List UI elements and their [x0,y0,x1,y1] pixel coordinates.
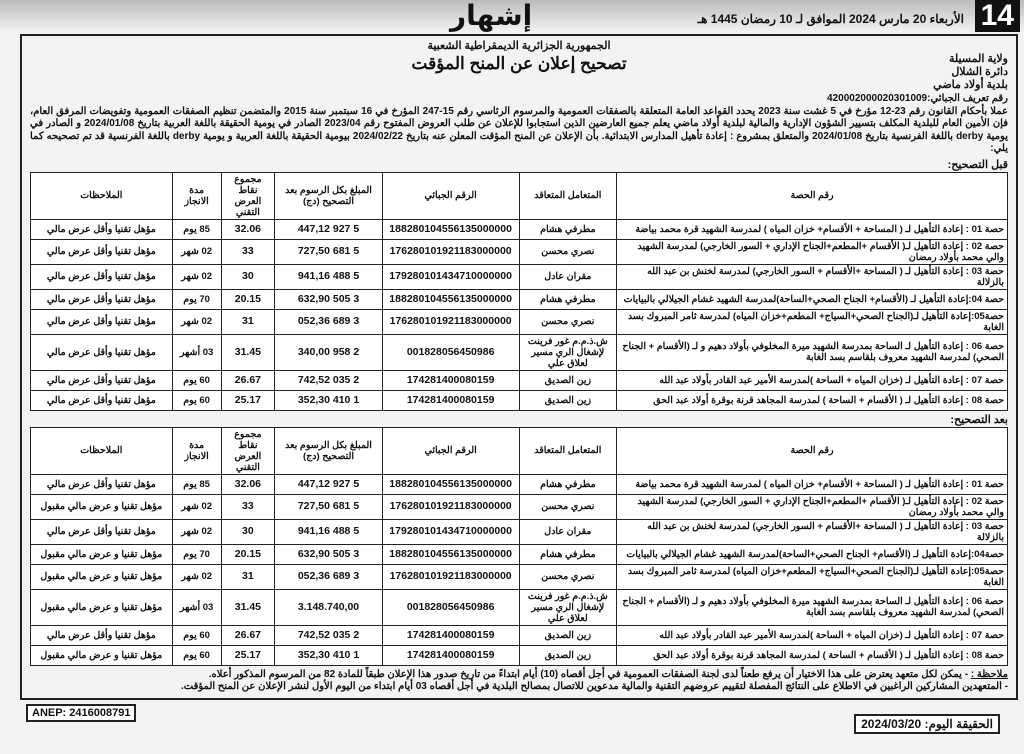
masthead: إشهار [450,0,533,32]
points-cell: 33 [221,239,275,264]
amount-cell: 2 958 340,00 [275,334,382,370]
note-line-1: - يمكن لكل متعهد يعترض على هذا الاختيار أن يرفع طعناً لدى لجنة الصفقات العمومية في أجل أقصاه (10) أيام ابتداءً من تاريخ صدور هذا الإعلان طبقاً للمادة 82 من المرسوم المذكور أعلاه. [208,668,969,680]
column-header: المتعامل المتعاقد [519,172,617,219]
tax-id-cell: 188280104556135000000 [382,219,519,239]
daira: دائرة الشلال [951,66,1008,78]
remarks-cell: مؤهل تقنيا وأقل عرض مالي [31,239,173,264]
points-cell: 31 [221,564,275,589]
note [30,669,1008,694]
points-cell: 33 [221,494,275,519]
duration-cell: 85 يوم [172,219,221,239]
lot-cell: حصة 01 : إعادة التأهيل لـ ( المساحة + الأقسام+ خزان المياه ) لمدرسة الشهيد قرة محمد بياضة [617,219,1008,239]
heading-row [30,53,1008,92]
points-cell: 32.06 [221,219,275,239]
lot-cell: حصة05:إعادة التأهيل لـ(الجناح الصحي+السياج+ المطعم+خزان المياه) لمدرسة ثامر المبروك بسد الغابة [617,564,1008,589]
lot-cell: حصة05:إعادة التأهيل لـ(الجناح الصحي+السياج+ المطعم+خزان المياه) لمدرسة ثامر المبروك بسد الغابة [617,309,1008,334]
amount-cell: 3.148.740,00 [275,589,382,625]
table-after-correction [30,427,1008,666]
intro-text: عملا بأحكام القانون رقم 23-12 مؤرخ في 5 غشت سنة 2023 يحدد القواعد العامة المتعلقة بالصفقات العمومية والمرسوم الرئاسي رقم 15-247 المؤرخ في 16 سبتمبر سنة 2015 والمتضمن تنظيم الصفقات العمومية وتفويضات المرفق العام، فإن الأمين العام للبلدية المكلف بتسيير الشؤون الإدارية والمالية لبلدية أولاد ماضي يعلم جميع العارضين الذين استجابوا للإعلان عن طلب العروض المفتوح رقم 2023/04 الصادر في يومية الحقيقة باللغة العربية بتاريخ 2024/01/08 و الصادر في يومية derby باللغة الفرنسية بتاريخ 2024/01/08 والمتعلق بمشروع : إعادة تأهيل المدارس الابتدائية. بأن الإعلان عن المنح المؤقت المعلن عنه بتاريخ 2024/02/22 بيومية الحقيقة باللغة العربية و يومية derby باللغة الفرنسية قد تم تصحيحه كما يلي: [30,105,1009,154]
lot-cell: حصة 06 : إعادة التأهيل لـ الساحة بمدرسة الشهيد ميرة المخلوفي بأولاد دهيم و لـ (الأقسام + الجناح الصحي) لمدرسة الشهيد معروف بلقاسم بسد الغابة [617,334,1008,370]
table-row [31,544,1008,564]
amount-cell: 5 488 941,16 [275,264,382,289]
baladiya: بلدية أولاد ماضي [933,79,1008,91]
amount-cell: 5 927 447,12 [275,474,382,494]
administration-block [828,53,1008,92]
page-number: 14 [975,0,1020,32]
column-header: رقم الحصة [617,427,1008,474]
duration-cell: 02 شهر [172,309,221,334]
lot-cell: حصة 02 : إعادة التأهيل لـ( الأقسام +المطعم+الجناح الإداري + السور الخارجي) لمدرسة الشهيد والي محمد بأولاد رمضان [617,239,1008,264]
contractor-cell: مطرفي هشام [519,219,617,239]
points-cell: 32.06 [221,474,275,494]
note-line-2: - المتعهدين المشاركين الراغبين في الاطلاع على النتائج المفصلة لتقييم عروضهم التقنية والمالية مدعوين للاتصال بمصالح البلدية في أجل أقصاه 03 أيام ابتداء من اليوم الأول لنشر الإعلان عن المنح المؤقت. [181,681,1008,692]
remarks-cell: مؤهل تقنيا وأقل عرض مالي [31,474,173,494]
republic-heading: الجمهورية الجزائرية الديمقراطية الشعبية [427,40,611,52]
points-cell: 30 [221,519,275,544]
table-header-row [31,172,1008,219]
tax-id-cell: 174281400080159 [382,625,519,645]
duration-cell: 70 يوم [172,289,221,309]
before-label: قبل التصحيح: [947,158,1008,171]
contractor-cell: مطرفي هشام [519,289,617,309]
contractor-cell: ش.ذ.م.م غور فرينت لإشغال الري مسير لعلاق علي [519,589,617,625]
column-header: المبلغ بكل الرسوم بعد التصحيح (دج) [275,172,382,219]
contractor-cell: مقران عادل [519,264,617,289]
contractor-cell: مطرفي هشام [519,474,617,494]
contractor-cell: زين الصديق [519,645,617,665]
table-row [31,219,1008,239]
amount-cell: 5 927 447,12 [275,219,382,239]
duration-cell: 02 شهر [172,264,221,289]
tax-id-cell: 174281400080159 [382,390,519,410]
amount-cell: 3 689 052,36 [275,309,382,334]
anep-code: ANEP: 2416008791 [26,704,136,722]
duration-cell: 60 يوم [172,625,221,645]
table-row [31,625,1008,645]
tax-id-cell: 188280104556135000000 [382,474,519,494]
table-row [31,370,1008,390]
page-bottom [0,700,1024,740]
duration-cell: 60 يوم [172,645,221,665]
points-cell: 30 [221,264,275,289]
remarks-cell: مؤهل تقنيا و عرض مالي مقبول [31,645,173,665]
remarks-cell: مؤهل تقنيا وأقل عرض مالي [31,370,173,390]
remarks-cell: مؤهل تقنيا و عرض مالي مقبول [31,494,173,519]
table-row [31,645,1008,665]
table-row [31,334,1008,370]
lot-cell: حصة04:إعادة التأهيل لـ (الأقسام+ الجناح الصحي+الساحة)لمدرسة الشهيد غشام الجيلالي بالبيايات [617,544,1008,564]
duration-cell: 03 أشهر [172,334,221,370]
newspaper-header [0,0,1024,32]
remarks-cell: مؤهل تقنيا وأقل عرض مالي [31,309,173,334]
tax-id-cell: 001828056450986 [382,589,519,625]
remarks-cell: مؤهل تقنيا و عرض مالي مقبول [31,589,173,625]
tax-id-cell: 176280101921183000000 [382,239,519,264]
column-header: مدة الانجاز [172,427,221,474]
duration-cell: 02 شهر [172,564,221,589]
table-row [31,519,1008,544]
remarks-cell: مؤهل تقنيا و عرض مالي مقبول [31,564,173,589]
points-cell: 31.45 [221,589,275,625]
tax-id-cell: 176280101921183000000 [382,309,519,334]
lot-cell: حصة 03 : إعادة التأهيل لـ ( المساحة +الأقسام + السور الخارجي) لمدرسة لخنش بن عبد الله بالزلالة [617,519,1008,544]
contractor-cell: زين الصديق [519,370,617,390]
amount-cell: 1 410 352,30 [275,390,382,410]
remarks-cell: مؤهل تقنيا وأقل عرض مالي [31,390,173,410]
note-label: ملاحظة : [970,668,1008,680]
points-cell: 25.17 [221,390,275,410]
column-header: الرقم الجبائي [382,172,519,219]
points-cell: 20.15 [221,289,275,309]
duration-cell: 02 شهر [172,494,221,519]
amount-cell: 3 689 052,36 [275,564,382,589]
table-row [31,239,1008,264]
column-header: مجموع نقاط العرض التقني [221,172,275,219]
column-header: مجموع نقاط العرض التقني [221,427,275,474]
amount-cell: 5 681 727,50 [275,494,382,519]
contractor-cell: ش.ذ.م.م غور فرينت لإشغال الري مسير لعلاق علي [519,334,617,370]
lot-cell: حصة 03 : إعادة التأهيل لـ ( المساحة +الأقسام + السور الخارجي) لمدرسة لخنش بن عبد الله بالزلالة [617,264,1008,289]
tax-id-cell: 179280101434710000000 [382,264,519,289]
amount-cell: 5 681 727,50 [275,239,382,264]
tax-id-cell: 174281400080159 [382,645,519,665]
column-header: الرقم الجبائي [382,427,519,474]
column-header: رقم الحصة [617,172,1008,219]
lot-cell: حصة 04:إعادة التأهيل لـ (الأقسام+ الجناح الصحي+الساحة)لمدرسة الشهيد غشام الجيلالي بالبيايات [617,289,1008,309]
duration-cell: 02 شهر [172,239,221,264]
contractor-cell: نصري محسن [519,309,617,334]
lot-cell: حصة 01 : إعادة التأهيل لـ ( المساحة + الأقسام+ خزان المياه ) لمدرسة الشهيد قرة محمد بياضة [617,474,1008,494]
tax-id-cell: 179280101434710000000 [382,519,519,544]
wilaya: ولاية المسيلة [948,53,1008,65]
remarks-cell: مؤهل تقنيا و عرض مالي مقبول [31,544,173,564]
amount-cell: 5 488 941,16 [275,519,382,544]
tax-id-cell: 188280104556135000000 [382,544,519,564]
issue-date: الأربعاء 20 مارس 2024 الموافق لـ 10 رمضان 1445 هـ [697,12,964,26]
column-header: المبلغ بكل الرسوم بعد التصحيح (دج) [275,427,382,474]
tax-id-cell: 176280101921183000000 [382,564,519,589]
contractor-cell: نصري محسن [519,239,617,264]
contractor-cell: نصري محسن [519,494,617,519]
tax-id-cell: 174281400080159 [382,370,519,390]
lot-cell: حصة 08 : إعادة التأهيل لـ ( الأقسام + الساحة ) لمدرسة المجاهد قرنة بوقرة أولاد عبد الحق [617,645,1008,665]
remarks-cell: مؤهل تقنيا وأقل عرض مالي [31,625,173,645]
lot-cell: حصة 07 : إعادة التأهيل لـ (خزان المياه + الساحة )لمدرسة الأمير عبد القادر بأولاد عبد الله [617,625,1008,645]
amount-cell: 2 035 742,52 [275,625,382,645]
amount-cell: 1 410 352,30 [275,645,382,665]
table-row [31,564,1008,589]
duration-cell: 02 شهر [172,519,221,544]
duration-cell: 60 يوم [172,390,221,410]
tax-id: رقم تعريف الجبائي:420002000020301009 [827,93,1008,104]
after-label: بعد التصحيح: [950,413,1008,426]
contractor-cell: زين الصديق [519,390,617,410]
tax-id-cell: 001828056450986 [382,334,519,370]
amount-cell: 3 505 632,90 [275,289,382,309]
remarks-cell: مؤهل تقنيا وأقل عرض مالي [31,219,173,239]
table-row [31,390,1008,410]
points-cell: 25.17 [221,645,275,665]
remarks-cell: مؤهل تقنيا وأقل عرض مالي [31,289,173,309]
points-cell: 26.67 [221,625,275,645]
duration-cell: 70 يوم [172,544,221,564]
table-header-row [31,427,1008,474]
announcement-title: تصحيح إعلان عن المنح المؤقت [411,54,627,73]
remarks-cell: مؤهل تقنيا وأقل عرض مالي [31,519,173,544]
contractor-cell: مطرفي هشام [519,544,617,564]
points-cell: 31.45 [221,334,275,370]
table-row [31,289,1008,309]
tax-id-cell: 188280104556135000000 [382,289,519,309]
lot-cell: حصة 08 : إعادة التأهيل لـ ( الأقسام + الساحة ) لمدرسة المجاهد قرنة بوقرة أولاد عبد الحق [617,390,1008,410]
points-cell: 20.15 [221,544,275,564]
table-row [31,494,1008,519]
amount-cell: 2 035 742,52 [275,370,382,390]
contractor-cell: مقران عادل [519,519,617,544]
amount-cell: 3 505 632,90 [275,544,382,564]
column-header: الملاحظات [31,427,173,474]
table-row [31,309,1008,334]
tax-id-cell: 176280101921183000000 [382,494,519,519]
duration-cell: 03 أشهر [172,589,221,625]
points-cell: 31 [221,309,275,334]
duration-cell: 60 يوم [172,370,221,390]
column-header: المتعامل المتعاقد [519,427,617,474]
announcement-box [20,34,1018,700]
table-row [31,589,1008,625]
points-cell: 26.67 [221,370,275,390]
column-header: مدة الانجاز [172,172,221,219]
column-header: الملاحظات [31,172,173,219]
contractor-cell: زين الصديق [519,625,617,645]
table-before-correction [30,172,1008,411]
remarks-cell: مؤهل تقنيا وأقل عرض مالي [31,264,173,289]
contractor-cell: نصري محسن [519,564,617,589]
lot-cell: حصة 02 : إعادة التأهيل لـ( الأقسام +المطعم+الجناح الإداري + السور الخارجي) لمدرسة الشهيد والي محمد بأولاد رمضان [617,494,1008,519]
intro-paragraph [30,93,1008,156]
lot-cell: حصة 07 : إعادة التأهيل لـ (خزان المياه + الساحة )لمدرسة الأمير عبد القادر بأولاد عبد الله [617,370,1008,390]
footer-date: الحقيقة اليوم: 2024/03/20 [854,714,1000,734]
lot-cell: حصة 06 : إعادة التأهيل لـ الساحة بمدرسة الشهيد ميرة المخلوفي بأولاد دهيم و لـ (الأقسام + الجناح الصحي) لمدرسة الشهيد معروف بلقاسم بسد الغابة [617,589,1008,625]
table-row [31,474,1008,494]
table-row [31,264,1008,289]
remarks-cell: مؤهل تقنيا وأقل عرض مالي [31,334,173,370]
duration-cell: 85 يوم [172,474,221,494]
